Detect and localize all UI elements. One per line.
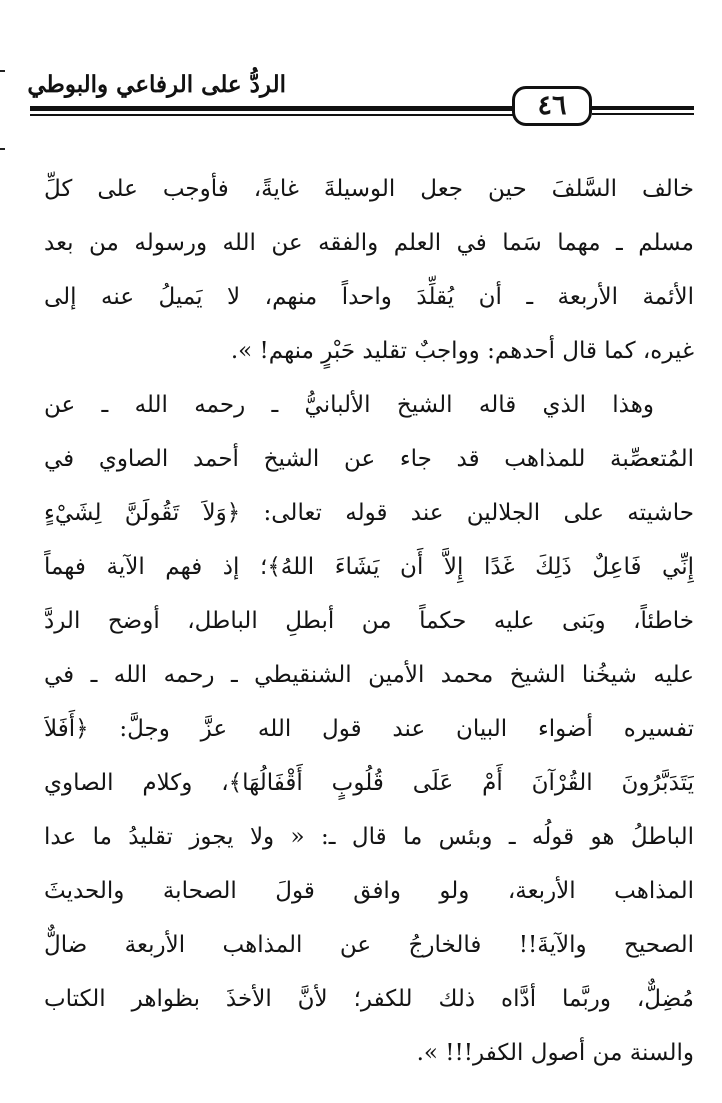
text-line: تفسيره أضواء البيان عند قول الله عزَّ وجلَّ: ﴿أَفَلاَ [44,716,694,742]
text-line: مُضِلٌّ، وربَّما أدَّاه ذلك للكفر؛ لأنَّ الأخذَ بظواهر الكتاب [44,986,694,1012]
text-line: خالف السَّلفَ حين جعل الوسيلةَ غايةً، فأوجب على كلِّ [44,176,694,202]
text-line: الأئمة الأربعة ـ أن يُقلِّدَ واحداً منهم، لا يَميلُ عنه إلى [44,284,694,310]
text-line: عليه شيخُنا الشيخ محمد الأمين الشنقيطي ـ رحمه الله ـ في [44,662,694,688]
header-rule-right-thin [592,113,694,115]
scan-edge-mark-top [0,70,5,72]
text-line: مسلم ـ مهما سَما في العلم والفقه عن الله ورسوله من بعد [44,230,694,256]
text-line: الباطلُ هو قولُه ـ وبئس ما قال ـ: « ولا يجوز تقليدُ ما عدا [44,824,694,850]
page-number: ٤٦ [537,90,567,121]
text-line: غيره، كما قال أحدهم: وواجبٌ تقليد حَبْرٍ منهم! ». [230,338,694,364]
text-line: حاشيته على الجلالين عند قوله تعالى: ﴿وَلاَ تَقُولَنَّ لِشَيْءٍ [44,500,694,526]
scan-edge-mark-bottom [0,148,5,150]
text-line-paragraph-start: وهذا الذي قاله الشيخ الألبانيُّ ـ رحمه الله ـ عن [44,392,654,418]
text-line: خاطئاً، وبَنى عليه حكماً من أبطلِ الباطل، أوضح الردَّ [44,608,694,634]
header-rule-right-thick [592,106,694,110]
text-line: المذاهب الأربعة، ولو وافق قولَ الصحابة والحديثَ [44,878,694,904]
text-line: الصحيح والآيةَ!! فالخارجُ عن المذاهب الأربعة ضالٌّ [44,932,694,958]
text-line: والسنة من أصول الكفر!!! ». [416,1040,694,1066]
running-header-title: الردُّ على الرفاعي والبوطي [27,71,286,98]
text-line-quran-verse: يَتَدَبَّرُونَ القُرْآنَ أَمْ عَلَى قُلُوبٍ أَقْفَالُهَا﴾، وكلام الصاوي [44,770,694,796]
body-text [44,162,694,1080]
text-line-quran-verse: إِنِّي فَاعِلٌ ذَلِكَ غَدًا إِلاَّ أَن يَشَاءَ اللهُ﴾؛ إذ فهم الآية فهماً [44,554,694,580]
text-line: المُتعصِّبة للمذاهب قد جاء عن الشيخ أحمد الصاوي في [44,446,694,472]
header-rule-thin [30,114,518,116]
page-number-box [512,86,592,126]
header-rule-thick [30,106,518,111]
